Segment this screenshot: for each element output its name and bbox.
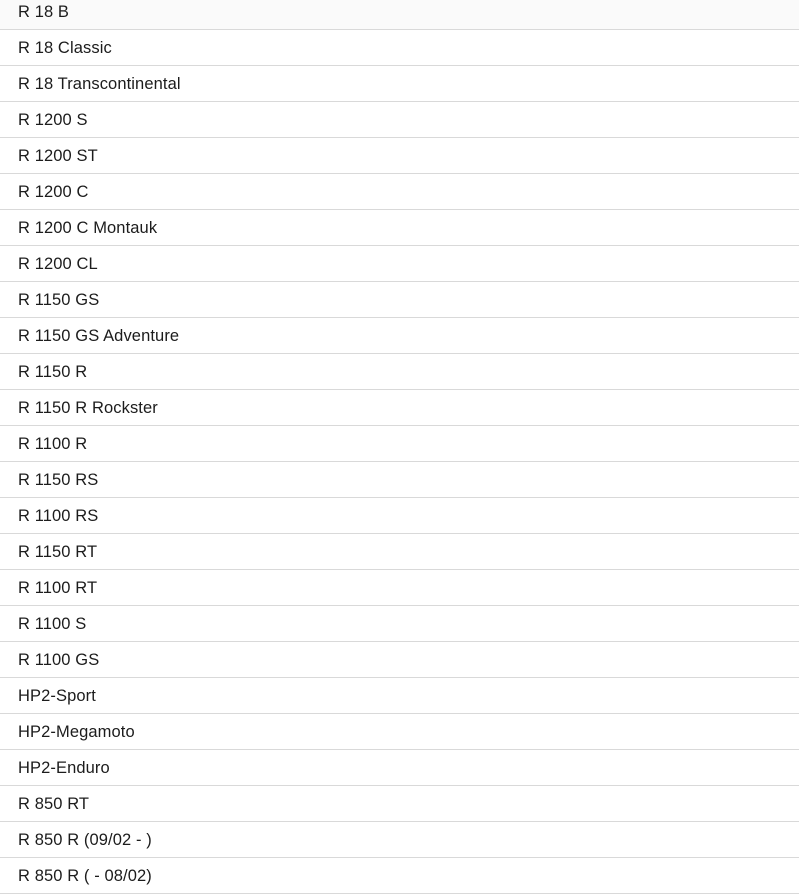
list-item[interactable] [0, 390, 799, 426]
list-item[interactable] [0, 138, 799, 174]
list-item[interactable] [0, 30, 799, 66]
list-item[interactable] [0, 426, 799, 462]
list-item[interactable] [0, 858, 799, 894]
list-item-label: R 1150 GS [18, 290, 100, 309]
list-item-label: R 850 R (09/02 - ) [18, 830, 152, 849]
list-item[interactable] [0, 714, 799, 750]
list-item[interactable] [0, 534, 799, 570]
list-item-label: R 1100 GS [18, 650, 100, 669]
list-item[interactable] [0, 462, 799, 498]
list-item[interactable] [0, 66, 799, 102]
list-item[interactable] [0, 354, 799, 390]
list-item[interactable] [0, 282, 799, 318]
list-item[interactable] [0, 786, 799, 822]
list-item[interactable] [0, 246, 799, 282]
list-item[interactable] [0, 0, 799, 30]
list-item[interactable] [0, 750, 799, 786]
list-item-label: R 18 B [18, 3, 70, 21]
list-item[interactable] [0, 642, 799, 678]
list-item[interactable] [0, 570, 799, 606]
list-item-label: R 1200 CL [18, 254, 98, 273]
list-item-label: R 1200 C Montauk [18, 218, 158, 237]
list-item[interactable] [0, 606, 799, 642]
list-item[interactable] [0, 498, 799, 534]
list-item-label: R 1100 RS [18, 506, 99, 525]
list-item-label: R 1150 RT [18, 542, 98, 561]
list-item-label: HP2-Sport [18, 686, 96, 705]
list-item-label: R 850 R ( - 08/02) [18, 866, 152, 885]
list-item[interactable] [0, 210, 799, 246]
list-item-label: R 1200 C [18, 182, 89, 201]
list-item[interactable] [0, 318, 799, 354]
list-item-label: R 1100 S [18, 614, 87, 633]
list-item-label: R 1150 R [18, 362, 88, 381]
list-item-label: HP2-Megamoto [18, 722, 135, 741]
list-item-label: R 1100 RT [18, 578, 98, 597]
list-item-label: R 1150 RS [18, 470, 99, 489]
list-item[interactable] [0, 102, 799, 138]
list-item-label: R 1200 ST [18, 146, 98, 165]
list-item[interactable] [0, 822, 799, 858]
list-item[interactable] [0, 678, 799, 714]
list-item-label: R 18 Transcontinental [18, 74, 181, 93]
list-item[interactable] [0, 174, 799, 210]
list-item-label: R 1200 S [18, 110, 88, 129]
list-item-label: R 1150 R Rockster [18, 398, 158, 417]
list-item-label: R 18 Classic [18, 38, 112, 57]
list-item-label: R 1150 GS Adventure [18, 326, 180, 345]
list-item-label: HP2-Enduro [18, 758, 110, 777]
list-item-label: R 1100 R [18, 434, 88, 453]
list-item-label: R 850 RT [18, 794, 90, 813]
